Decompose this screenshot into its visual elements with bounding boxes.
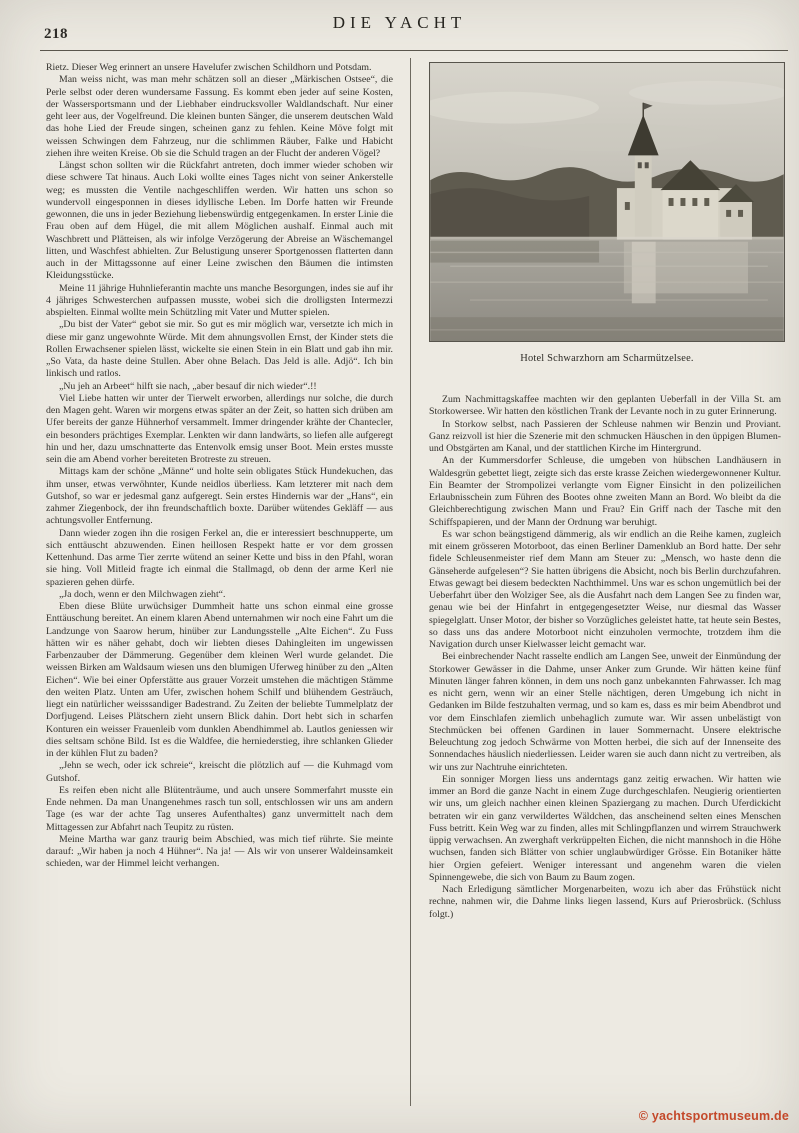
paragraph: „Ja doch, wenn er den Milchwagen zieht“.: [59, 588, 226, 600]
page-number: 218: [44, 26, 68, 42]
paragraph: Viel Liebe hatten wir unter der Tierwelt erworben, allerdings nur solche, die durch den Magen geht. Waren wir morgens etwas später an der Zeit, so hatten sich drüben am Ufer bereits der ganze Hühnerhof versammelt. Immer dringender krähte der Chantecler, ein besonders prächtiges Exemplar. Lenkten wir dann landwärts, so liefen alle aufgeregt hin und her, dazu umschnatterte das Entenvolk emsig unser Boot. Mein erstes musste sein die am Abend vorher bereiteten Brotreste zu streuen.: [46, 392, 393, 465]
paragraph: In Storkow selbst, nach Passieren der Schleuse nahmen wir Benzin und Proviant. Ganz reizvoll ist hier die Szenerie mit den schmucken Häuschen in den üppigen Blumen- und Obstgärten am Kanal, und der stattlichen Kirche im Hintergrund.: [429, 418, 781, 454]
photo-caption: Hotel Schwarzhorn am Scharmützelsee.: [520, 353, 694, 364]
photo-tower: [635, 154, 652, 239]
lake-hotel-photo-illustration: [429, 62, 785, 342]
header-rule: [40, 50, 788, 51]
left-text-column: [46, 62, 393, 1116]
paragraph: Längst schon sollten wir die Rückfahrt antreten, doch immer wieder schoben wir diese schwere Tat hinaus. Auch Loki wollte eines Tages nicht von seiner Ankerstelle weg; es mussten die Ventile nachgeschliffen werden. Wir hatten uns schon so wundervoll eingesponnen in dieses idyllische Leben. Im Dorfe hatten wir Freunde gewonnen, die uns in jeder Beziehung liebenswürdig entgegenkamen. In erster Linie die Frau oben auf dem Hügel, die mit allem Möglichen aushalf. Einmal auch mit Waschbrett und Plätteisen, als wir infolge Verzögerung der Abreise an Wäschemangel litten, und Waschfest abhielten. Zur Belustigung unserer Sportgenossen flatterten dann auch in der Mittagssonne auf einer Leine zwischen den Bäumen die intimsten Kleidungsstücke.: [46, 160, 393, 282]
paragraph: Zum Nachmittagskaffee machten wir den geplanten Ueberfall in der Villa St. am Storkowersee. Wir hatten den köstlichen Trank der Levante noch in zu guter Erinnerung.: [429, 394, 781, 418]
right-text-column: [429, 394, 781, 1106]
paragraph: Es reifen eben nicht alle Blütenträume, und auch unsere Sommerfahrt musste ein Ende nehmen. Da man Unangenehmes rasch tun soll, entschlossen wir uns am andern Tage (es war der achte Tag unseres Aufenthaltes) ganz unvermittelt nach dem Mittagessen zur Abfahrt nach Teupitz zu rüsten.: [46, 784, 393, 833]
paragraph: Man weiss nicht, was man mehr schätzen soll an dieser „Märkischen Ostsee“, die Perle selbst oder deren wundersame Fassung. Es kommt eben jeder auf seine Kosten, der Wassersportsmann und der Liebhaber eindrucksvoller Waldlandschaft. Nur einer geht leer aus, der Vogelfreund. Die kleinen bunten Sänger, die unserem deutschen Wald das hohe Lied der Freude singen, scheinen ganz zu fehlen. Keine Möve folgt mit weissen Schwingen dem Fahrzeug, nur die schlimmen Räuber, Falke und Habicht ziehen ihre weiten Kreise. Ob sie die Schuld tragen an der Flucht der anderen Vögel?: [46, 74, 393, 159]
paragraph: Rietz. Dieser Weg erinnert an unsere Havelufer zwischen Schildhorn und Potsdam.: [46, 62, 372, 73]
paragraph: Dann wieder zogen ihn die rosigen Ferkel an, die er interessiert beschnupperte, um sich enttäuscht abzuwenden. Einen heillosen Respekt hatte er vor dem grossen Kettenhund. Das arme Tier zerrte wütend an seiner Kette und biss in den Pfahl, woran sie hing. Voll Mitleid fragte ich einmal die Stallmagd, ob denn der arme Kerl nie spazieren gehen dürfe.: [46, 527, 393, 588]
paragraph: Mittags kam der schöne „Männe“ und holte sein obligates Stück Hundekuchen, das ihm unser, etwas verwöhnter, Kunde neidlos überliess. Kam letzterer mit nach dem Gutshof, so war er jedesmal ganz aufgeregt. Sein erstes Hindernis war der „Hans“, ein zahmer Ziegenbock, der ihn freundschaftlich boxte. Darüber wütendes Gekläff — aus achtungsvoller Entfernung.: [46, 466, 393, 527]
paragraph: „Jehn se wech, oder ick schreie“, kreischt die plötzlich auf — die Kuhmagd vom Gutshof.: [46, 760, 393, 784]
paragraph: Meine Martha war ganz traurig beim Abschied, was mich tief rührte. Sie meinte darauf: „Wir haben ja noch 4 Hühner“. Na ja! — Als wir von unserer Waldeinsamkeit schieden, war der Himmel leicht verhangen.: [46, 833, 393, 870]
paragraph: Es war schon beängstigend dämmerig, als wir endlich an die Reihe kamen, zugleich mit einem grösseren Motorboot, das einen Berliner Damenklub an Bord hatte. Der sehr fidele Schleusenmeister rief dem Mann am Steuer zu: „Mensch, wo haste denn die Gänseherde aufgelesen“? Sie hatten übrigens die Absicht, noch bis Berlin durchzufahren. Etwas gewagt bei diesem bedeckten Nachthimmel. Uns war es schon ungemütlich bei der Ueberfahrt über den Wolziger See, als die Ausfahrt nach dem Langen See zu finden war, genau wie bei der Hinfahrt in entgegengesetzter Weise, nur diesmal das Wasser spiegelglatt. Unser Motor, der bisher so Vorzügliches geleistet hatte, tat heute sein Bestes, so dass uns das andere Motorboot nicht einzuholen vermochte, trotzdem ihm die Navigation durch unser Kielwasser leicht gemacht war.: [429, 528, 781, 650]
paragraph: Nach Erledigung sämtlicher Morgenarbeiten, wozu ich aber das Frühstück nicht rechne, nahmen wir, die Dahme links liegen lassend, Kurs auf Prierosbrück. (Schluss folgt.): [429, 884, 781, 920]
column-divider-rule: [410, 58, 411, 1106]
photo-hotel-schwarzhorn: [429, 62, 785, 364]
paragraph: An der Kummersdorfer Schleuse, die umgeben von hübschen Landhäusern in Waldesgrün gebettet liegt, zeigte sich das erste krasse Zeichen wiedergewonnener Kultur. Ein Beamter der Strompolizei verlangte vom Eigner Einsicht in den polizeilichen Erlaubnisschein zum Führen des Bootes ohne zweiten Mann an Bord. Wo bleibt da die Gleichberechtigung zwischen Mann und Frau? Ein Griff nach der Tasche mit den Schiffspapieren, und der Mann der Ordnung war beruhigt.: [429, 455, 781, 528]
paragraph: Meine 11 jährige Huhnlieferantin machte uns manche Besorgungen, indes sie auf ihr 4 jähriges Schwesterchen aufpassen musste, wobei sich die drolligsten Intermezzi abspielten. Einmal wollte mein Schützling mit Vater und Mutter spielen.: [46, 282, 393, 318]
paragraph: „Du bist der Vater“ gebot sie mir. So gut es mir möglich war, versetzte ich mich in diese mir ganz ungewohnte Würde. Mit dem ahnungsvollen Ernst, der Kinder stets die Rollen Erwachsener spielen lässt, wickelte sie einen Stein in ein Blatt und gab ihn mir. „So Vata, da haste deine Stullen. Aber ohne Belach. Das Jeld is alle. Adjö“. Ich bin linkisch und ratlos.: [46, 319, 393, 380]
paragraph: Ein sonniger Morgen liess uns anderntags ganz zeitig erwachen. Wir hatten wie immer an Bord die ganze Nacht in einem Zuge durchgeschlafen. Neugierig orientierten wir uns, um gleich nachher einen kleinen Spaziergang zu machen. Durch Uferdickicht betraten wir ein ganz verwildertes Wäldchen, das anscheinend selten eines Menschen Fuss betritt. Kein Weg war zu finden, alles mit Schlingpflanzen und wirrem Strauchwerk üppig verwachsen. An zwerghaft verkrüppelten Eichen, die nicht mannshoch in die Höhe wuchsen, fanden sich Blätter von schier unglaubwürdiger Grösse. Ein Botaniker hätte hier Orgien gefeiert. Weniger interessant und angenehm waren die vielen Spinnengewebe, die sich von Baum zu Baum zogen.: [429, 773, 781, 883]
paragraph: „Nu jeh an Arbeet“ hilft sie nach, „aber besauf dir nich wieder“.!!: [59, 380, 317, 392]
paragraph: Eben diese Blüte urwüchsiger Dummheit hatte uns schon einmal eine grosse Enttäuschung bereitet. An einem klaren Abend unternahmen wir noch eine Fahrt um die Landzunge von Saarow herum, hinüber zur Landungsstelle „Alte Eichen“. Zu Fuss hätten wir es näher gehabt, doch wir liebten dieses Dahingleiten im ungewissen Farbenzauber der Dämmerung. Gegenüber dem kleinen Werl wurde gelandet. Die weissen Birken am Waldsaum wiesen uns den blumigen Uferweg hinüber zu den „Alten Eichen“. Wie bei einer Opferstätte aus grauer Vorzeit umstehen die mächtigen Stämme den weiten Platz. Unten am Ufer, zwischen hohem Schilf und blühendem Gesträuch, liegt ein natürlicher weisssandiger Badestrand. Zu Zeiten der beliebte Tummelplatz der Dorfjugend. Leises Plätschern zieht unsern Blick dahin. Dort hebt sich in scharfen Konturen ein weisser Frauenleib vom dunklen Abendhimmel ab. Lautlos geniessen wir dies seltsam schöne Bild. Ist es die Waldfee, die herniederstieg, ihre schlanken Glieder in der kühlen Flut zu baden?: [46, 601, 393, 759]
watermark-credit: © yachtsportmuseum.de: [638, 1109, 789, 1123]
paragraph: Bei einbrechender Nacht rasselte endlich am Langen See, unweit der Einmündung der Storkower Gewässer in die Dahme, unser Anker zum Grunde. Wir hätten keine fünf Minuten länger fahren können, in dem uns noch ganz unbekannten Fahrwasser. Ich mag es nicht gern, wenn wir an einer Stelle nächtigen, deren Umgebung ich nicht in Gedanken im Bilde festzuhalten vermag, und so kam es, dass es mir beim Abendbrot und vor dem Einschlafen ziemlich unbehaglich zumute war. Wir assen unbelästigt von Stechmücken bei offenen Gardinen in lauer Sommernacht. Unsere elektrische Beleuchtung zog jedoch Schwärme von Motten herbei, die sich auf der Innenseite des Sonnendaches häuslich niederliessen. Leider waren sie auch dann nicht zu vertreiben, als wir uns zur Nachtruhe einrichteten.: [429, 651, 781, 773]
masthead-title: DIE YACHT: [332, 13, 467, 32]
